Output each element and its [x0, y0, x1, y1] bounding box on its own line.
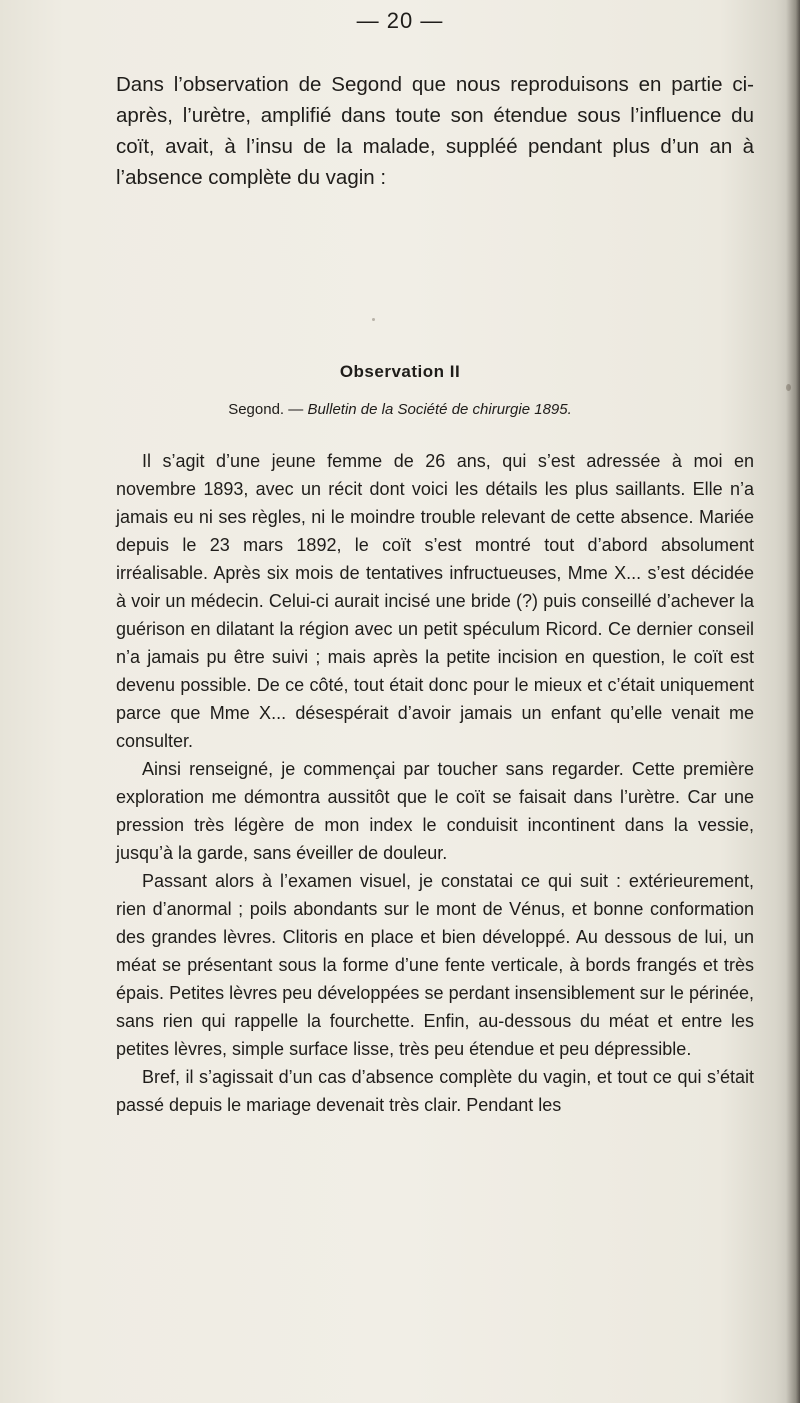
citation-source: Bulletin de la Société de chirurgie 1895. — [307, 401, 572, 418]
citation-author: Segond. — — [228, 401, 304, 418]
body-paragraph-1: Il s’agit d’une jeune femme de 26 ans, qui s’est adressée à moi en novembre 1893, avec un récit dont voici les détails les plus saillants. Elle n’a jamais eu ni ses règles, ni le moindre trouble relevant de cette absence. Mariée depuis le 23 mars 1892, le coït s’est montré tout d’abord absolument irréalisable. Après six mois de tentatives infructueuses, Mme X... s’est décidée à voir un médecin. Celui-ci aurait incisé une bride (?) puis conseillé d’achever la guérison en dilatant la région avec un petit spéculum Ricord. Ce dernier conseil n’a jamais pu être suivi ; mais après la petite incision en question, le coït est devenu possible. De ce côté, tout était donc pour le mieux et c’était uniquement parce que Mme X... désespérait d’avoir jamais un enfant qu’elle venait me consulter. — [116, 451, 754, 751]
page-number: — 20 — — [356, 8, 444, 33]
page-edge-shadow — [786, 0, 800, 1403]
observation-body — [116, 447, 754, 1119]
body-paragraph-4: Bref, il s’agissait d’un cas d’absence complète du vagin, et tout ce qui s’était passé depuis le mariage devenait très clair. Pendant les — [116, 1067, 754, 1115]
observation-citation — [0, 401, 800, 418]
body-paragraph-2: Ainsi renseigné, je commençai par toucher sans regarder. Cette première exploration me démontra aussitôt que le coït se faisait dans l’urètre. Car une pression très légère de mon index le conduisit incontinent dans la vessie, jusqu’à la garde, sans éveiller de douleur. — [116, 759, 754, 863]
paper-speck — [372, 318, 375, 321]
paper-speck — [786, 384, 791, 391]
body-paragraph-3: Passant alors à l’examen visuel, je constatai ce qui suit : extérieurement, rien d’anormal ; poils abondants sur le mont de Vénus, et bonne conformation des grandes lèvres. Clitoris en place et bien développé. Au dessous de lui, un méat se présentant sous la forme d’une fente verticale, à bords frangés et très épais. Petites lèvres peu développées se perdant insensiblement sur le périnée, sans rien qui rappelle la fourchette. Enfin, au-dessous du méat et entre les petites lèvres, simple surface lisse, très peu étendue et peu dépressible. — [116, 871, 754, 1059]
intro-paragraph: Dans l’observation de Segond que nous reproduisons en partie ci-après, l’urètre, amplifié dans toute son étendue sous l’influence du coït, avait, à l’insu de la malade, suppléé pendant plus d’un an à l’absence complète du vagin : — [116, 73, 754, 189]
observation-title: Observation II — [339, 362, 461, 381]
